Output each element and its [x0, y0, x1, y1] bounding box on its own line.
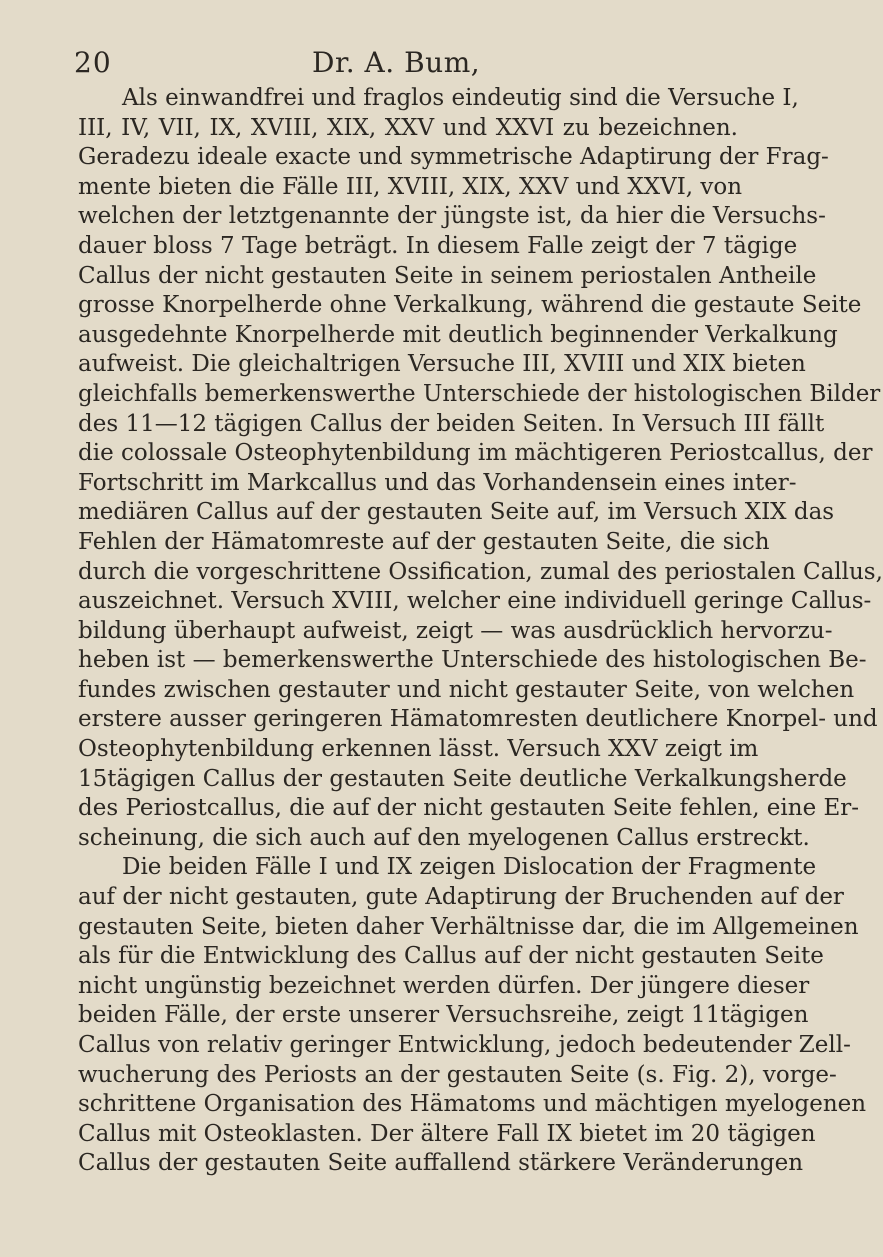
body-text [78, 84, 883, 1179]
text-line: Callus von relativ geringer Entwicklung, jedoch bedeutender Zell- [78, 1032, 851, 1058]
page-header [0, 46, 800, 82]
text-line: des 11—12 tägigen Callus der beiden Seiten. In Versuch III fällt [78, 410, 825, 437]
text-line: Geradezu ideale exacte und symmetrische Adaptirung der Frag- [78, 144, 829, 171]
text-line: auf der nicht gestauten, gute Adaptirung der Bruchenden auf der [78, 884, 844, 911]
text-line: ausgedehnte Knorpelherde mit deutlich beginnender Verkalkung [78, 321, 838, 348]
text-line: erstere ausser geringeren Hämatomresten deutlichere Knorpel- und [78, 706, 878, 733]
text-line: mediären Callus auf der gestauten Seite auf, im Versuch XIX das [78, 499, 835, 526]
text-line: welchen der letztgenannte der jüngste ist, da hier die Versuchs- [78, 203, 826, 230]
text-line: Callus mit Osteoklasten. Der ältere Fall IX bietet im 20 tägigen [78, 1120, 816, 1147]
text-line: scheinung, die sich auch auf den myelogenen Callus erstreckt. [78, 824, 810, 851]
text-line: gestauten Seite, bieten daher Verhältnisse dar, die im Allgemeinen [78, 913, 859, 940]
text-line: Die beiden Fälle I und IX zeigen Dislocation der Fragmente [122, 854, 817, 881]
text-line: fundes zwischen gestauter und nicht gestauter Seite, von welchen [78, 676, 855, 703]
text-line: Callus der gestauten Seite auffallend stärkere Veränderungen [78, 1150, 804, 1177]
text-line: Callus der nicht gestauten Seite in seinem periostalen Antheile [78, 262, 817, 289]
text-line: wucherung des Periosts an der gestauten Seite (s. Fig. 2), vorge- [78, 1061, 837, 1088]
page-number: 20 [74, 46, 112, 79]
running-head: Dr. A. Bum, [312, 46, 481, 79]
text-line: bildung überhaupt aufweist, zeigt — was ausdrücklich hervorzu- [78, 617, 833, 644]
text-line: Fortschritt im Markcallus und das Vorhandensein eines inter- [78, 469, 797, 496]
text-line: beiden Fälle, der erste unserer Versuchsreihe, zeigt 11tägigen [78, 1002, 809, 1029]
text-line: als für die Entwicklung des Callus auf der nicht gestauten Seite [78, 943, 824, 970]
text-line: durch die vorgeschrittene Ossification, zumal des periostalen Callus, [78, 558, 883, 585]
text-line: III, IV, VII, IX, XVIII, XIX, XXV und XXVI zu bezeichnen. [78, 114, 738, 141]
text-line: nicht ungünstig bezeichnet werden dürfen. Der jüngere dieser [78, 972, 810, 999]
text-line: Osteophytenbildung erkennen lässt. Versuch XXV zeigt im [78, 736, 759, 763]
text-line: dauer bloss 7 Tage beträgt. In diesem Falle zeigt der 7 tägige [78, 232, 798, 259]
text-line: gleichfalls bemerkenswerthe Unterschiede der histologischen Bilder [78, 380, 881, 407]
text-line: mente bieten die Fälle III, XVIII, XIX, XXV und XXVI, von [78, 173, 743, 200]
text-line: heben ist — bemerkenswerthe Unterschiede des histologischen Be- [78, 647, 867, 674]
text-line: grosse Knorpelherde ohne Verkalkung, während die gestaute Seite [78, 292, 862, 319]
text-line: schrittene Organisation des Hämatoms und mächtigen myelogenen [78, 1091, 867, 1118]
text-line: Fehlen der Hämatomreste auf der gestauten Seite, die sich [78, 528, 770, 555]
text-line: aufweist. Die gleichaltrigen Versuche III, XVIII und XIX bieten [78, 351, 806, 378]
text-line: die colossale Osteophytenbildung im mächtigeren Periostcallus, der [78, 440, 873, 467]
text-line: des Periostcallus, die auf der nicht gestauten Seite fehlen, eine Er- [78, 795, 860, 822]
text-line: Als einwandfrei und fraglos eindeutig sind die Versuche I, [122, 85, 799, 111]
text-line: auszeichnet. Versuch XVIII, welcher eine individuell geringe Callus- [78, 588, 872, 615]
text-line: 15tägigen Callus der gestauten Seite deutliche Verkalkungsherde [78, 765, 847, 792]
